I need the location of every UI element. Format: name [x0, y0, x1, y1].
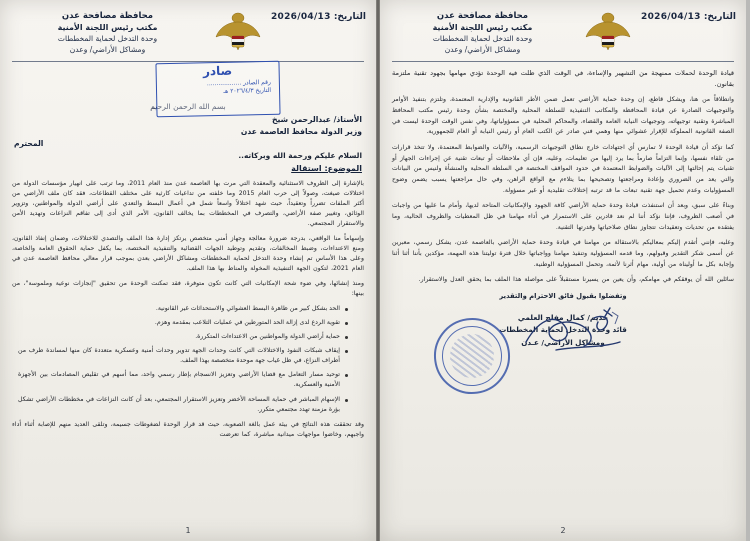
header-line-4-b: ومشاكل الأراضي/ وعدن — [69, 44, 146, 54]
page1-number: 1 — [185, 526, 191, 535]
header-line-1: محافظة مصافحة عدن — [436, 11, 529, 21]
basmala: بسم الله الرحمن الرحيم — [150, 101, 226, 111]
page1-body — [0, 177, 376, 440]
page2-paragraph-5: وعليه، فإنني أتقدم إليكم بمعاليكم بالاستقالة من مهامنا في قيادة وحدة حماية الأراضي بالعاصمة عدن، يشكل رسمي، معبرين عن أسمى شكر التقدير وقبولهم، وما قدمه المسؤولية وتنفيذ مهامنا وواجباتها خلال فترة توليتنا هذه المهمة، مؤكدين بأننا أثنا أثنا وإجابة بكل ما أوليناه من أولية، مهام أثرنا لأثمة، وتحمل المسؤولية الوطنية. — [391, 239, 734, 268]
date-value: 2026/04/13 — [641, 12, 701, 22]
list-item: توحيد مسار التعامل مع قضايا الأراضي وتعزيز الانسجام بإطار رسمي واحد، مما أسهم في تقليص المصادمات بين الأجهزة الأمنية والعسكرية. — [18, 370, 350, 390]
list-item: تقوية الردع لدى إزالة الحد المتورطين في عمليات التلاعب بمقدمة وهزم. — [18, 318, 350, 328]
header-line-2-b: مكتب رئيس اللجنة الأمنية — [57, 23, 158, 33]
page2-paragraph-3: كما تؤكد أن قيادة الوحدة لا تمارس أي اجتهادات خارج نطاق التوجيهات الرسمية، والآليات والضوابط المعتمدة، ولا تتخذ قرارات من تلقاء نفسها، وإنما التزاماً صارماً بما يرد إليها من تعليمات، وعليه، فإن أي ملاحظات أو تبعات تقنية عن إجراءات الجهاز أو تقنيات يتم إحالتها إلى الآليات والضوابط المعتمدة في حدود المواقف المختصة في السلطة المحلية والمنشأة ولنيس من البيانات والتي يعد من الضروري وإعادة ومراجعتها وتصحيحها بما يتلاءم مع الواقع الراهن، وفي حال مراجعتها يسبب يضمن وضوح المسؤوليات وعدم تحميل جهة تقنية تبعات ما قد ترتبه إختلالات تقليدية أو غير مسؤولة. — [391, 143, 734, 194]
page2-paragraph-2: وانطلاقاً من هنا، ويشكل قاطع، إن وحدة حماية الأراضي تعمل ضمن الأطر القانونية والإدارية المعتمدة، وتلتزم بتنفيذ الأوامر والتوجيهات الصادرة عن قيادة المحافظة والمكاتب التنفيذية للسلطة المحلية والمختصة بشأن وحدة رئيس مكتب المحافظ المباشرة وتقنية توجيهاته، وتوجيهات النيابة العامة والقضاء، والمحاكم المحلية في مسؤولياتها، وفي نفس الوقت الوحدة ليست في الصفة القانونية المملوكة للإقرار عشوائي منها وهمي فني صادر عن الكتب العام أو رئيس النيابة أو العام للجمهورية. — [391, 96, 734, 136]
outgoing-stamp-line-2: التاريخ ٢٠٢٦/٤/٣ هـ — [223, 87, 272, 96]
signatory-name: خديم/ كمال مفلح العلمي — [517, 312, 609, 322]
page2-date — [641, 6, 736, 22]
date-label-2: التاريخ: — [333, 12, 366, 22]
subject-line: الموضوع: استقالة — [291, 163, 362, 173]
page2-signature-block — [380, 292, 746, 349]
list-item: الحد بشكل كبير من ظاهرة البسط العشوائي والاستحداثات غير القانونية. — [18, 304, 350, 314]
document-page-2 — [380, 0, 746, 541]
addressee-honorific: المحترم — [14, 138, 44, 148]
yemen-eagle-emblem-left — [581, 6, 635, 54]
header-line-4: ومشاكل الأراضي/ وعدن — [444, 44, 521, 54]
list-item: حماية أراضي الدولة والمواطنين من الاعتداءات المتكررة. — [18, 332, 350, 342]
header-line-1-b: محافظة مصافحة عدن — [61, 11, 154, 21]
date-label: التاريخ: — [703, 12, 736, 22]
date-value-2: 2026/04/13 — [271, 12, 331, 22]
page2-header — [380, 0, 746, 56]
yemen-eagle-emblem-right — [211, 6, 265, 54]
outgoing-stamp-line-1: رقم الصادر .................. — [206, 79, 271, 88]
page2-paragraph-4: وبناءً على سبق، وبعد أن استنفذت قيادة وحدة حماية الأراضي كافة الجهود والإمكانيات المتاحة لديها، وأمام ما عليها من واجبات في أصعب الظروف، فإننا نؤكد أننا لم نعد قادرين على الاستمرار في أداء مهامنا في ظل المعطيات والظروف الحالية، وما يفتقده من تحديات وتعقيدات تتجاوز نطاق صلاحياتها وقدرتها التقنية. — [391, 202, 734, 231]
outgoing-stamp-lines — [161, 79, 275, 98]
page2-number: 2 — [560, 526, 566, 535]
page2-body — [380, 62, 746, 286]
page2-header-text — [390, 6, 575, 56]
closing-line: وتفضلوا بقبول فائق الاحترام والتقدير — [499, 291, 627, 300]
page1-header-rule — [12, 61, 364, 62]
list-item: الإسهام المباشر في حماية المساحة الأخضر وتعزيز الاستقرار المجتمعي، بعد أن كانت النزاعات في مخططات الأراضي تشكل بؤرة مزمنة تهدد مجتمعي متكرر. — [18, 395, 350, 415]
signatory-role-line-2: ومشاكل الأراضي/ عـدن — [521, 337, 605, 347]
page1-paragraph-2: وإسهاماً منا الواقعي، بدرجة ضرورة معالجة وجهاز أمني متخصص يرتكز إدارة هذا الملف والتصدي للاختلالات، وضمان إنفاذ القانون، ومنع الاعتداءات، وضبط المخالفات، وتقديم وتوطيد الجهات القضائية والتنفيذية المختصة، بما يكفل حماية الحقوق العامة والخاصة، وعلى هذا الأساس تم إنشاء وحدة التدخل لحماية المخططات ومشاكل الأراضي بعدن بموجب قرار معالي محافظ العاصمة عدن في العام 2021، لتكون الجهة التنفيذية المخولة والمناط بها هذا الملف. — [12, 234, 364, 273]
page1-header — [0, 0, 376, 56]
signatory-role-line-1: قائد وحدة التدخل لحماية المخططات — [499, 325, 627, 335]
greeting-line: السلام عليكم ورحمة الله وبركاته.. — [238, 150, 362, 160]
outgoing-stamp — [155, 61, 280, 118]
outgoing-stamp-title: صادر — [202, 63, 233, 79]
list-item: إيقاف شبكات النفوذ والاختلالات التي كانت وحدات الجهة تدوير وحدات أمنية وعسكرية متعددة كان منها لمساندة طرف من أطراف النزاع، في ظل غياب جهة موحدة متخصصة بهذا الملف. — [18, 346, 350, 366]
page2-header-rule — [392, 61, 734, 62]
header-line-2: مكتب رئيس اللجنة الأمنية — [432, 23, 533, 33]
addressee-block — [0, 115, 376, 173]
page2-paragraph-1: قيادة الوحدة لحملات ممنهجة من التشهير والإساءة، في الوقت الذي ظلت فيه الوحدة تؤدي مهامها بجهود تقنية ملتزمة بقانون. — [391, 68, 734, 88]
page2-paragraph-6: سائلين الله أن يوفقكم في مهامكم، وأن يعين من يسيرنا مستقبلاً على مواصلة هذا الملف بما يحقق العدل والاستقرار. — [418, 276, 734, 284]
page1-date — [271, 6, 366, 22]
page1-header-text — [10, 6, 205, 56]
addressee-name: الأستاذ/ عبدالرحمن شيخ — [272, 114, 362, 124]
addressee-role: وزير الدولة محافظ العاصمة عدن — [240, 126, 362, 136]
page1-paragraph-3: ومنذ إنشائها، وفي ضوء شحة الإمكانيات التي كانت تكون متوفرة، فقد تمكنت الوحدة من تحقيق "إنجازات نوعية وملموسة"، من بينها: — [12, 280, 364, 298]
page1-closing-paragraph: وقد تحققت هذه النتائج في بيئة عمل بالغة الصعوبة، حيث قد قرار الوحدة لضغوطات جسيمة، وتلقى العديد منهم للإصابة أثناء أداء واجبهم، وخاضوا مواجهات ميدانية مباشرة، كما تعرضت — [12, 420, 364, 438]
header-line-3-b: وحدة التدخل لحماية المخططات — [57, 33, 158, 43]
header-line-3: وحدة التدخل لحماية المخططات — [432, 33, 533, 43]
achievements-list — [18, 304, 350, 414]
page1-paragraph-1: بالإشارة إلى الظروف الاستثنائية والمعقدة التي مرت بها العاصمة عدن منذ العام 2011، وما ترتب على انهيار مؤسسات الدولة من اختلالات صيغت، وصولاً إلى حرب العام 2015 وما خلفته من تداعيات كارثية على مختلف القطاعات، فقد كان ملف الأراضي من أكثر الملفات تضرراً وتعقيداً، حيث شهد اختلالاً واسعاً شمل في أعمال البسط والتعدي على أراضي الدولة والمواطنين، وتزوير الوثائق، وتغيير صفة الأراضي، والتصرف في المخططات بما يخالف القانون، الأمر الذي أدى إلى تفاقم النزاعات وتهديد الأمن والاستقرار المجتمعي. — [12, 179, 364, 227]
